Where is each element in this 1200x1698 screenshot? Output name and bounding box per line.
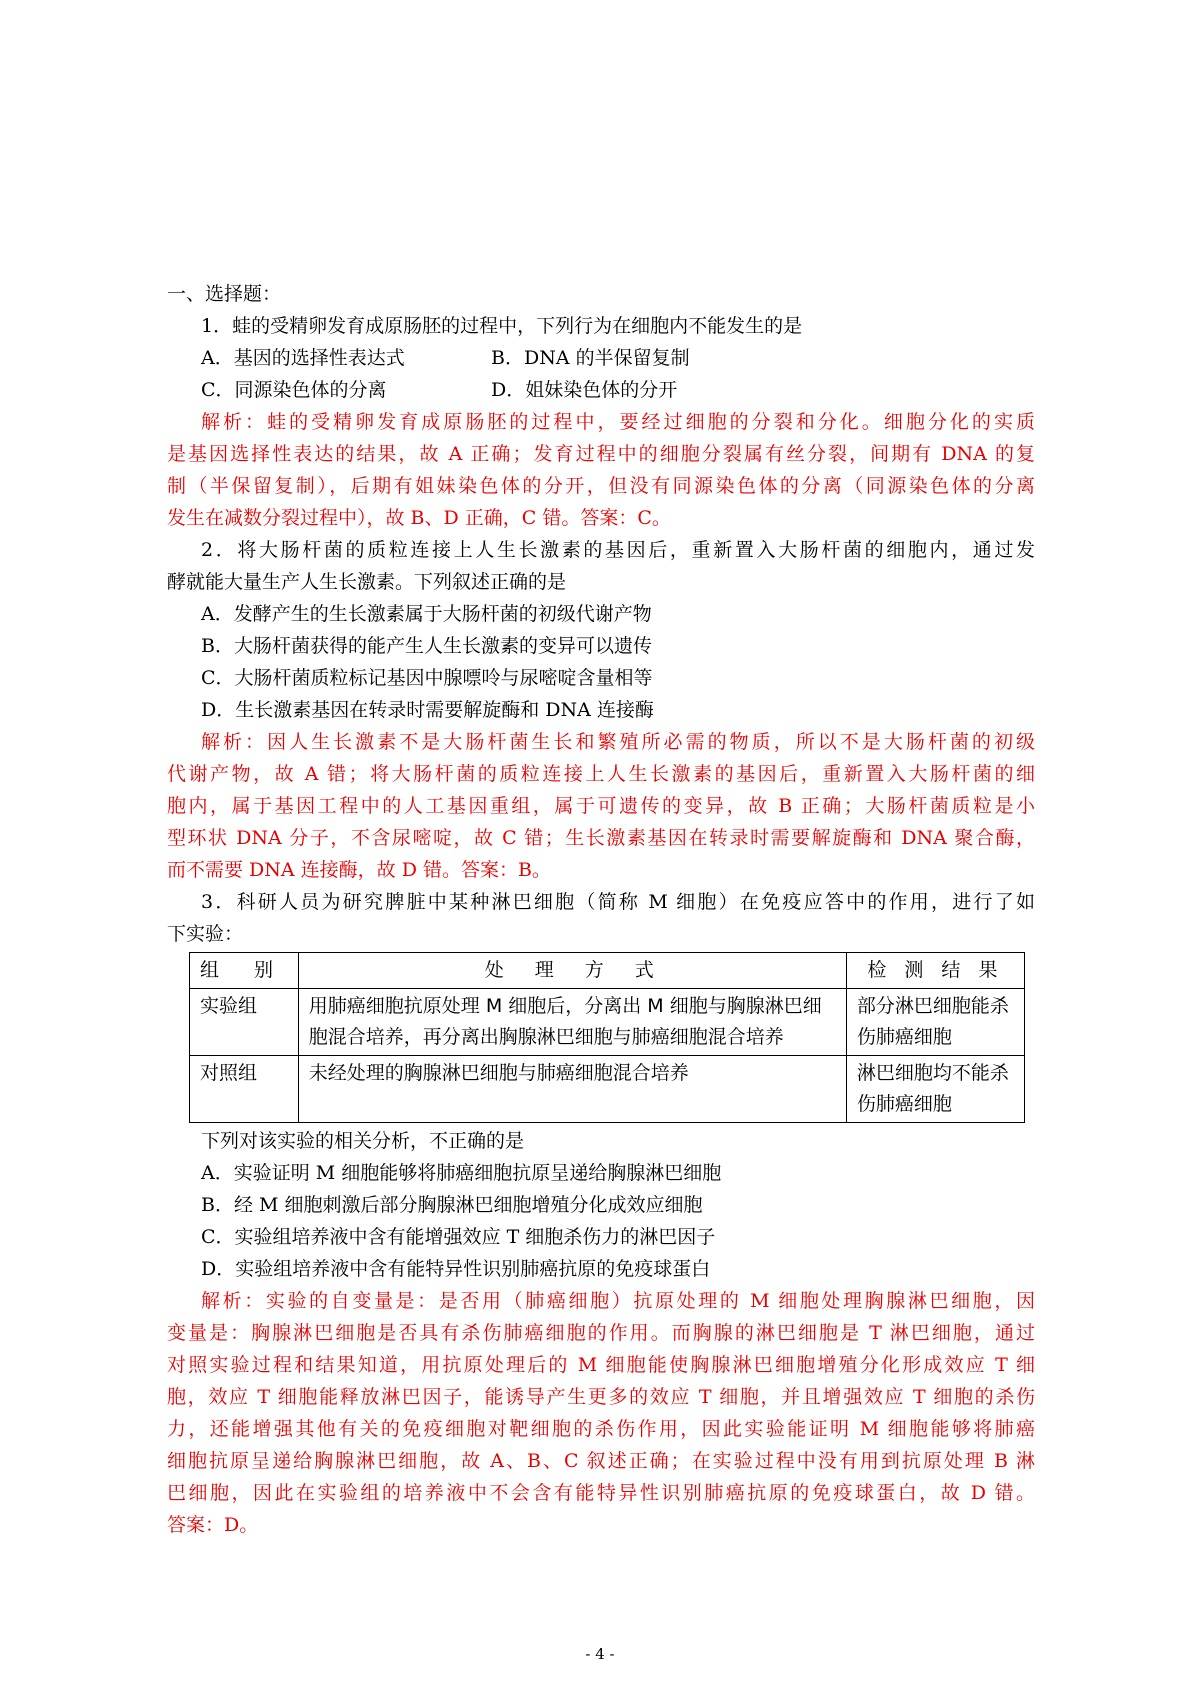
q1-options-row-1: [167, 342, 1035, 374]
q3-analysis-line: 变量是：胸腺淋巴细胞是否具有杀伤肺癌细胞的作用。而胸腺的淋巴细胞是 T 淋巴细胞，通过: [167, 1322, 1035, 1344]
q1-analysis-line: 是基因选择性表达的结果，故 A 正确；发育过程中的细胞分裂属有丝分裂，间期有 DNA 的复: [167, 443, 1035, 465]
header-method: 处 理 方 式: [298, 953, 846, 989]
q3-option-c: C．实验组培养液中含有能增强效应 T 细胞杀伤力的淋巴因子: [201, 1226, 716, 1248]
q3-stem-line: 下实验：: [167, 923, 244, 945]
q1-option-c: C．同源染色体的分离: [201, 379, 387, 401]
cell-result: 淋巴细胞均不能杀伤肺癌细胞: [846, 1056, 1024, 1123]
q1-stem: 1．蛙的受精卵发育成原肠胚的过程中，下列行为在细胞内不能发生的是: [201, 315, 803, 337]
header-result: 检 测 结 果: [846, 953, 1024, 989]
cell-group: 实验组: [190, 989, 299, 1056]
page-number: - 4 -: [585, 1645, 615, 1663]
q2-option-b: B．大肠杆菌获得的能产生人生长激素的变异可以遗传: [201, 635, 652, 657]
q3-analysis-line: 胞，效应 T 细胞能释放淋巴因子，能诱导产生更多的效应 T 细胞，并且增强效应 T 细胞的杀伤: [167, 1386, 1035, 1408]
header-group: 组 别: [190, 953, 299, 989]
q1-analysis-line: 制（半保留复制），后期有姐妹染色体的分开，但没有同源染色体的分离（同源染色体的分离: [167, 475, 1035, 497]
q1-analysis-line: 解析：蛙的受精卵发育成原肠胚的过程中，要经过细胞的分裂和分化。细胞分化的实质: [201, 411, 1035, 433]
table-row: [190, 989, 1025, 1056]
table-header-row: [190, 953, 1025, 989]
experiment-table: [189, 952, 1025, 1123]
q3-analysis-line: 巴细胞，因此在实验组的培养液中不会含有能特异性识别肺癌抗原的免疫球蛋白，故 D 错。: [167, 1482, 1035, 1504]
q3-analysis: [167, 1285, 1035, 1541]
q2-stem-line: 酵就能大量生产人生长激素。下列叙述正确的是: [167, 571, 567, 593]
q2-analysis-line: 型环状 DNA 分子，不含尿嘧啶，故 C 错；生长激素基因在转录时需要解旋酶和 DNA 聚合酶，: [167, 827, 1035, 849]
cell-result: 部分淋巴细胞能杀伤肺癌细胞: [846, 989, 1024, 1056]
cell-method: 未经处理的胸腺淋巴细胞与肺癌细胞混合培养: [298, 1056, 846, 1123]
q3-option-b: B．经 M 细胞刺激后部分胸腺淋巴细胞增殖分化成效应细胞: [201, 1194, 703, 1216]
q2-stem-line: 2．将大肠杆菌的质粒连接上人生长激素的基因后，重新置入大肠杆菌的细胞内，通过发: [201, 539, 1035, 561]
q2-analysis-line: 代谢产物，故 A 错；将大肠杆菌的质粒连接上人生长激素的基因后，重新置入大肠杆菌的细: [167, 763, 1035, 785]
q2-analysis-line: 而不需要 DNA 连接酶，故 D 错。答案：B。: [167, 859, 551, 881]
q1-option-a: A．基因的选择性表达式: [201, 347, 405, 369]
q3-analysis-line: 对照实验过程和结果知道，用抗原处理后的 M 细胞能使胸腺淋巴细胞增殖分化形成效应 T 细: [167, 1354, 1035, 1376]
q1-analysis: [167, 406, 1035, 534]
q1-options-row-2: [167, 374, 1035, 406]
q3-analysis-line: 力，还能增强其他有关的免疫细胞对靶细胞的杀伤作用，因此实验能证明 M 细胞能够将肺癌: [167, 1418, 1035, 1440]
q2-option-a: A．发酵产生的生长激素属于大肠杆菌的初级代谢产物: [201, 603, 652, 625]
table-row: [190, 1056, 1025, 1123]
q3-analysis-line: 解析：实验的自变量是：是否用（肺癌细胞）抗原处理的 M 细胞处理胸腺淋巴细胞，因: [201, 1290, 1035, 1312]
q3-analysis-line: 答案：D。: [167, 1514, 259, 1536]
q2-analysis-line: 解析：因人生长激素不是大肠杆菌生长和繁殖所必需的物质，所以不是大肠杆菌的初级: [201, 731, 1035, 753]
q2-option-c: C．大肠杆菌质粒标记基因中腺嘌呤与尿嘧啶含量相等: [201, 667, 653, 689]
q3-option-a: A．实验证明 M 细胞能够将肺癌细胞抗原呈递给胸腺淋巴细胞: [201, 1162, 722, 1184]
q2-analysis-line: 胞内，属于基因工程中的人工基因重组，属于可遗传的变异，故 B 正确；大肠杆菌质粒是小: [167, 795, 1035, 817]
cell-group: 对照组: [190, 1056, 299, 1123]
q3-question: 下列对该实验的相关分析，不正确的是: [201, 1130, 525, 1152]
q1-option-b: B．DNA 的半保留复制: [491, 347, 690, 369]
q1-option-d: D．姐妹染色体的分开: [491, 379, 678, 401]
cell-method: 用肺癌细胞抗原处理 M 细胞后，分离出 M 细胞与胸腺淋巴细胞混合培养，再分离出胸腺淋巴细胞与肺癌细胞混合培养: [298, 989, 846, 1056]
q3-option-d: D．实验组培养液中含有能特异性识别肺癌抗原的免疫球蛋白: [201, 1258, 711, 1280]
q3-stem-line: 3．科研人员为研究脾脏中某种淋巴细胞（简称 M 细胞）在免疫应答中的作用，进行了如: [201, 891, 1035, 913]
document-body: [167, 278, 1035, 1541]
section-title: 一、选择题：: [167, 283, 282, 305]
q2-option-d: D．生长激素基因在转录时需要解旋酶和 DNA 连接酶: [201, 699, 654, 721]
q1-analysis-line: 发生在减数分裂过程中），故 B、D 正确，C 错。答案：C。: [167, 507, 671, 529]
q3-analysis-line: 细胞抗原呈递给胸腺淋巴细胞，故 A、B、C 叙述正确；在实验过程中没有用到抗原处理 B 淋: [167, 1450, 1035, 1472]
q2-analysis: [167, 726, 1035, 886]
